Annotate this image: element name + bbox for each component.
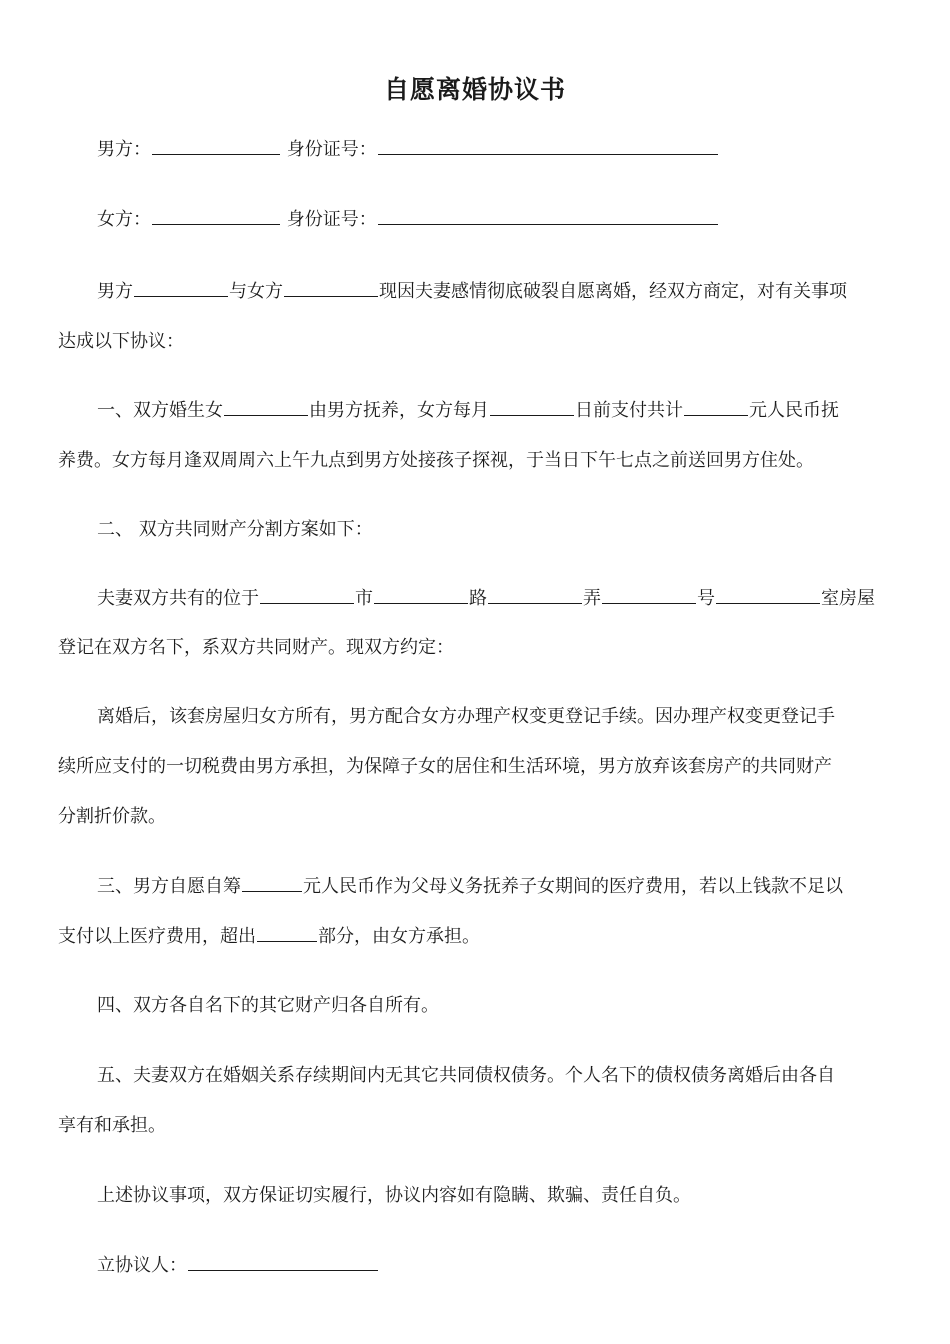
- clause3-line-1: [97, 873, 937, 899]
- property-text: 夫妻双方共有的位于: [97, 588, 259, 609]
- intro-male-blank[interactable]: [134, 278, 228, 297]
- property-text: 路: [469, 588, 487, 609]
- payment-day-blank[interactable]: [490, 397, 574, 416]
- intro-text: 与女方: [229, 281, 283, 302]
- intro-line-1: [97, 278, 937, 304]
- male-id-label: 身份证号：: [286, 139, 377, 160]
- clause1-line-1: [97, 397, 937, 423]
- intro-line-2: 达成以下协议：: [58, 331, 184, 352]
- clause1-text: 一、双方婚生女: [97, 400, 223, 421]
- house-line-2: 续所应支付的一切税费由男方承担，为保障子女的居住和生活环境，男方放弃该套房产的共同财产: [58, 756, 832, 777]
- house-line-1: 离婚后，该套房屋归女方所有，男方配合女方办理产权变更登记手续。因办理产权变更登记手: [97, 706, 835, 727]
- property-text: 市: [355, 588, 373, 609]
- clause5-line-1: 五、夫妻双方在婚姻关系存续期间内无其它共同债权债务。个人名下的债权债务离婚后由各自: [97, 1065, 835, 1086]
- male-label: 男方：: [97, 139, 151, 160]
- intro-text: 现因夫妻感情彻底破裂自愿离婚，经双方商定，对有关事项: [379, 281, 847, 302]
- document-title: 自愿离婚协议书: [383, 75, 566, 104]
- intro-female-blank[interactable]: [284, 278, 378, 297]
- clause1-text: 元人民币抚: [749, 400, 839, 421]
- property-road-blank[interactable]: [374, 585, 468, 604]
- signer-line: [97, 1252, 937, 1278]
- clause3-text: 元人民币作为父母义务抚养子女期间的医疗费用，若以上钱款不足以: [303, 876, 843, 897]
- clause2-heading: 二、 双方共同财产分割方案如下：: [97, 519, 373, 540]
- clause5-line-2: 享有和承担。: [58, 1115, 166, 1136]
- property-city-blank[interactable]: [260, 585, 354, 604]
- property-text: 弄: [583, 588, 601, 609]
- property-line-1: [97, 585, 937, 611]
- female-id-label: 身份证号：: [286, 209, 377, 230]
- female-info-line: [97, 206, 937, 232]
- female-id-blank[interactable]: [378, 206, 718, 225]
- property-line-2: 登记在双方名下，系双方共同财产。现双方约定：: [58, 637, 454, 658]
- property-text: 室房屋: [821, 588, 875, 609]
- clause1-line-2: 养费。女方每月逢双周周六上午九点到男方处接孩子探视，于当日下午七点之前送回男方住处。: [58, 450, 814, 471]
- clause4-line: 四、双方各自名下的其它财产归各自所有。: [97, 995, 439, 1016]
- female-name-blank[interactable]: [152, 206, 280, 225]
- clause3-text: 部分，由女方承担。: [318, 926, 480, 947]
- property-number-blank[interactable]: [602, 585, 696, 604]
- signer-label: 立协议人：: [97, 1255, 187, 1276]
- intro-text: 男方: [97, 281, 133, 302]
- clause1-text: 由男方抚养，女方每月: [309, 400, 489, 421]
- female-label: 女方：: [97, 209, 151, 230]
- medical-amount-blank[interactable]: [242, 873, 302, 892]
- male-info-line: [97, 136, 937, 162]
- support-amount-blank[interactable]: [684, 397, 748, 416]
- guarantee-line: 上述协议事项，双方保证切实履行，协议内容如有隐瞒、欺骗、责任自负。: [97, 1185, 691, 1206]
- house-line-3: 分割折价款。: [58, 806, 166, 827]
- property-lane-blank[interactable]: [488, 585, 582, 604]
- property-text: 号: [697, 588, 715, 609]
- male-id-blank[interactable]: [378, 136, 718, 155]
- clause3-text: 支付以上医疗费用，超出: [58, 926, 256, 947]
- signer-blank[interactable]: [188, 1252, 378, 1271]
- child-blank[interactable]: [224, 397, 308, 416]
- clause3-text: 三、男方自愿自筹: [97, 876, 241, 897]
- excess-blank[interactable]: [257, 923, 317, 942]
- clause1-text: 日前支付共计: [575, 400, 683, 421]
- clause3-line-2: [58, 923, 898, 949]
- property-room-blank[interactable]: [716, 585, 820, 604]
- male-name-blank[interactable]: [152, 136, 280, 155]
